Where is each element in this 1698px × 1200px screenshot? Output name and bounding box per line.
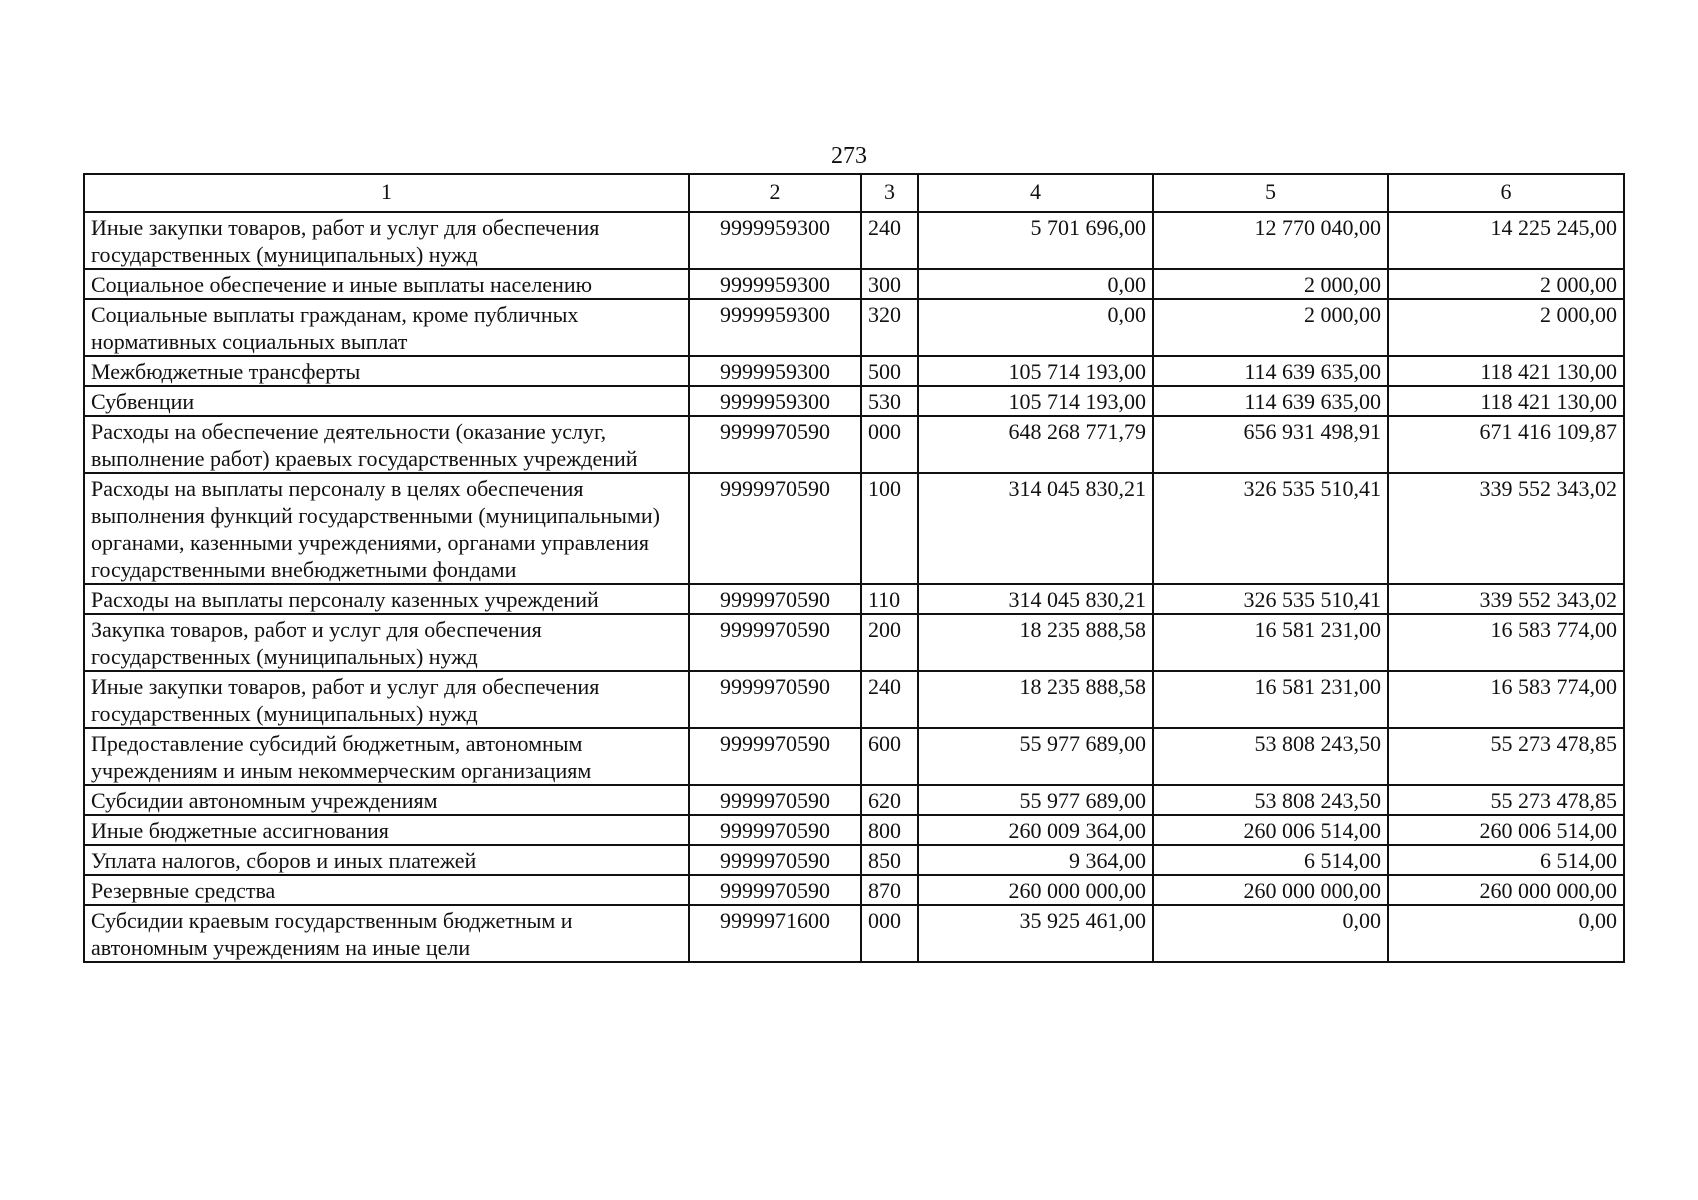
amount-col5-cell: 0,00 bbox=[1153, 905, 1388, 962]
budget-table bbox=[83, 173, 1625, 963]
table-row bbox=[84, 416, 1624, 473]
amount-col4-cell: 260 000 000,00 bbox=[918, 875, 1153, 905]
expense-type-cell: 110 bbox=[861, 584, 918, 614]
amount-col5-cell: 326 535 510,41 bbox=[1153, 584, 1388, 614]
target-code-cell: 9999970590 bbox=[689, 614, 861, 671]
amount-col4-cell: 0,00 bbox=[918, 299, 1153, 356]
expense-type-cell: 000 bbox=[861, 905, 918, 962]
table-row bbox=[84, 785, 1624, 815]
amount-col4-cell: 55 977 689,00 bbox=[918, 785, 1153, 815]
amount-col6-cell: 2 000,00 bbox=[1388, 269, 1624, 299]
expense-name-cell: Уплата налогов, сборов и иных платежей bbox=[84, 845, 689, 875]
target-code-cell: 9999970590 bbox=[689, 416, 861, 473]
expense-type-cell: 240 bbox=[861, 212, 918, 269]
amount-col4-cell: 55 977 689,00 bbox=[918, 728, 1153, 785]
expense-type-cell: 500 bbox=[861, 356, 918, 386]
amount-col4-cell: 314 045 830,21 bbox=[918, 584, 1153, 614]
amount-col6-cell: 0,00 bbox=[1388, 905, 1624, 962]
expense-name-cell: Социальные выплаты гражданам, кроме публичных нормативных социальных выплат bbox=[84, 299, 689, 356]
table-row bbox=[84, 356, 1624, 386]
amount-col5-cell: 6 514,00 bbox=[1153, 845, 1388, 875]
column-header-4: 4 bbox=[918, 174, 1153, 212]
target-code-cell: 9999971600 bbox=[689, 905, 861, 962]
table-row bbox=[84, 584, 1624, 614]
amount-col5-cell: 656 931 498,91 bbox=[1153, 416, 1388, 473]
amount-col6-cell: 6 514,00 bbox=[1388, 845, 1624, 875]
column-header-1: 1 bbox=[84, 174, 689, 212]
table-body bbox=[84, 212, 1624, 962]
column-header-3: 3 bbox=[861, 174, 918, 212]
amount-col4-cell: 0,00 bbox=[918, 269, 1153, 299]
amount-col6-cell: 339 552 343,02 bbox=[1388, 584, 1624, 614]
target-code-cell: 9999959300 bbox=[689, 269, 861, 299]
expense-type-cell: 240 bbox=[861, 671, 918, 728]
amount-col6-cell: 2 000,00 bbox=[1388, 299, 1624, 356]
expense-name-cell: Закупка товаров, работ и услуг для обеспечения государственных (муниципальных) нужд bbox=[84, 614, 689, 671]
table-row bbox=[84, 815, 1624, 845]
expense-name-cell: Субвенции bbox=[84, 386, 689, 416]
expense-name-cell: Резервные средства bbox=[84, 875, 689, 905]
amount-col5-cell: 114 639 635,00 bbox=[1153, 386, 1388, 416]
target-code-cell: 9999959300 bbox=[689, 212, 861, 269]
expense-name-cell: Иные закупки товаров, работ и услуг для обеспечения государственных (муниципальных) нужд bbox=[84, 671, 689, 728]
amount-col6-cell: 260 006 514,00 bbox=[1388, 815, 1624, 845]
target-code-cell: 9999970590 bbox=[689, 473, 861, 584]
amount-col5-cell: 260 006 514,00 bbox=[1153, 815, 1388, 845]
table-row bbox=[84, 875, 1624, 905]
target-code-cell: 9999970590 bbox=[689, 785, 861, 815]
amount-col6-cell: 16 583 774,00 bbox=[1388, 671, 1624, 728]
amount-col6-cell: 339 552 343,02 bbox=[1388, 473, 1624, 584]
amount-col6-cell: 260 000 000,00 bbox=[1388, 875, 1624, 905]
amount-col5-cell: 2 000,00 bbox=[1153, 299, 1388, 356]
amount-col4-cell: 18 235 888,58 bbox=[918, 671, 1153, 728]
target-code-cell: 9999970590 bbox=[689, 584, 861, 614]
amount-col5-cell: 53 808 243,50 bbox=[1153, 785, 1388, 815]
amount-col4-cell: 105 714 193,00 bbox=[918, 386, 1153, 416]
amount-col5-cell: 16 581 231,00 bbox=[1153, 614, 1388, 671]
amount-col6-cell: 55 273 478,85 bbox=[1388, 728, 1624, 785]
amount-col5-cell: 16 581 231,00 bbox=[1153, 671, 1388, 728]
table-row bbox=[84, 845, 1624, 875]
amount-col6-cell: 16 583 774,00 bbox=[1388, 614, 1624, 671]
target-code-cell: 9999970590 bbox=[689, 671, 861, 728]
target-code-cell: 9999959300 bbox=[689, 356, 861, 386]
amount-col4-cell: 5 701 696,00 bbox=[918, 212, 1153, 269]
expense-name-cell: Иные закупки товаров, работ и услуг для обеспечения государственных (муниципальных) нужд bbox=[84, 212, 689, 269]
amount-col6-cell: 118 421 130,00 bbox=[1388, 356, 1624, 386]
amount-col5-cell: 2 000,00 bbox=[1153, 269, 1388, 299]
amount-col4-cell: 314 045 830,21 bbox=[918, 473, 1153, 584]
expense-name-cell: Иные бюджетные ассигнования bbox=[84, 815, 689, 845]
amount-col4-cell: 648 268 771,79 bbox=[918, 416, 1153, 473]
target-code-cell: 9999970590 bbox=[689, 845, 861, 875]
expense-name-cell: Расходы на обеспечение деятельности (оказание услуг, выполнение работ) краевых государственных учреждений bbox=[84, 416, 689, 473]
amount-col4-cell: 35 925 461,00 bbox=[918, 905, 1153, 962]
expense-type-cell: 200 bbox=[861, 614, 918, 671]
target-code-cell: 9999970590 bbox=[689, 875, 861, 905]
expense-type-cell: 100 bbox=[861, 473, 918, 584]
column-header-6: 6 bbox=[1388, 174, 1624, 212]
expense-type-cell: 300 bbox=[861, 269, 918, 299]
target-code-cell: 9999959300 bbox=[689, 386, 861, 416]
target-code-cell: 9999970590 bbox=[689, 815, 861, 845]
column-header-5: 5 bbox=[1153, 174, 1388, 212]
header-row bbox=[84, 174, 1624, 212]
amount-col4-cell: 260 009 364,00 bbox=[918, 815, 1153, 845]
column-header-2: 2 bbox=[689, 174, 861, 212]
target-code-cell: 9999959300 bbox=[689, 299, 861, 356]
amount-col5-cell: 53 808 243,50 bbox=[1153, 728, 1388, 785]
expense-name-cell: Предоставление субсидий бюджетным, автономным учреждениям и иным некоммерческим организациям bbox=[84, 728, 689, 785]
expense-type-cell: 000 bbox=[861, 416, 918, 473]
amount-col6-cell: 55 273 478,85 bbox=[1388, 785, 1624, 815]
table-row bbox=[84, 269, 1624, 299]
expense-name-cell: Субсидии автономным учреждениям bbox=[84, 785, 689, 815]
expense-name-cell: Социальное обеспечение и иные выплаты населению bbox=[84, 269, 689, 299]
target-code-cell: 9999970590 bbox=[689, 728, 861, 785]
table-row bbox=[84, 386, 1624, 416]
table-row bbox=[84, 212, 1624, 269]
expense-type-cell: 850 bbox=[861, 845, 918, 875]
page-number: 273 bbox=[831, 143, 867, 169]
table-row bbox=[84, 614, 1624, 671]
table-row bbox=[84, 671, 1624, 728]
expense-name-cell: Межбюджетные трансферты bbox=[84, 356, 689, 386]
expense-type-cell: 600 bbox=[861, 728, 918, 785]
expense-name-cell: Субсидии краевым государственным бюджетным и автономным учреждениям на иные цели bbox=[84, 905, 689, 962]
expense-name-cell: Расходы на выплаты персоналу в целях обеспечения выполнения функций государственными (муниципальными) органами, казенными учреждениями, органами управления государственными внебюджетными фондами bbox=[84, 473, 689, 584]
expense-type-cell: 870 bbox=[861, 875, 918, 905]
amount-col4-cell: 105 714 193,00 bbox=[918, 356, 1153, 386]
expense-type-cell: 620 bbox=[861, 785, 918, 815]
amount-col6-cell: 14 225 245,00 bbox=[1388, 212, 1624, 269]
amount-col4-cell: 18 235 888,58 bbox=[918, 614, 1153, 671]
table-row bbox=[84, 905, 1624, 962]
amount-col4-cell: 9 364,00 bbox=[918, 845, 1153, 875]
expense-type-cell: 800 bbox=[861, 815, 918, 845]
table-row bbox=[84, 728, 1624, 785]
amount-col6-cell: 118 421 130,00 bbox=[1388, 386, 1624, 416]
amount-col5-cell: 260 000 000,00 bbox=[1153, 875, 1388, 905]
amount-col5-cell: 12 770 040,00 bbox=[1153, 212, 1388, 269]
expense-type-cell: 530 bbox=[861, 386, 918, 416]
amount-col5-cell: 114 639 635,00 bbox=[1153, 356, 1388, 386]
amount-col6-cell: 671 416 109,87 bbox=[1388, 416, 1624, 473]
table-row bbox=[84, 473, 1624, 584]
table-row bbox=[84, 299, 1624, 356]
expense-name-cell: Расходы на выплаты персоналу казенных учреждений bbox=[84, 584, 689, 614]
expense-type-cell: 320 bbox=[861, 299, 918, 356]
amount-col5-cell: 326 535 510,41 bbox=[1153, 473, 1388, 584]
